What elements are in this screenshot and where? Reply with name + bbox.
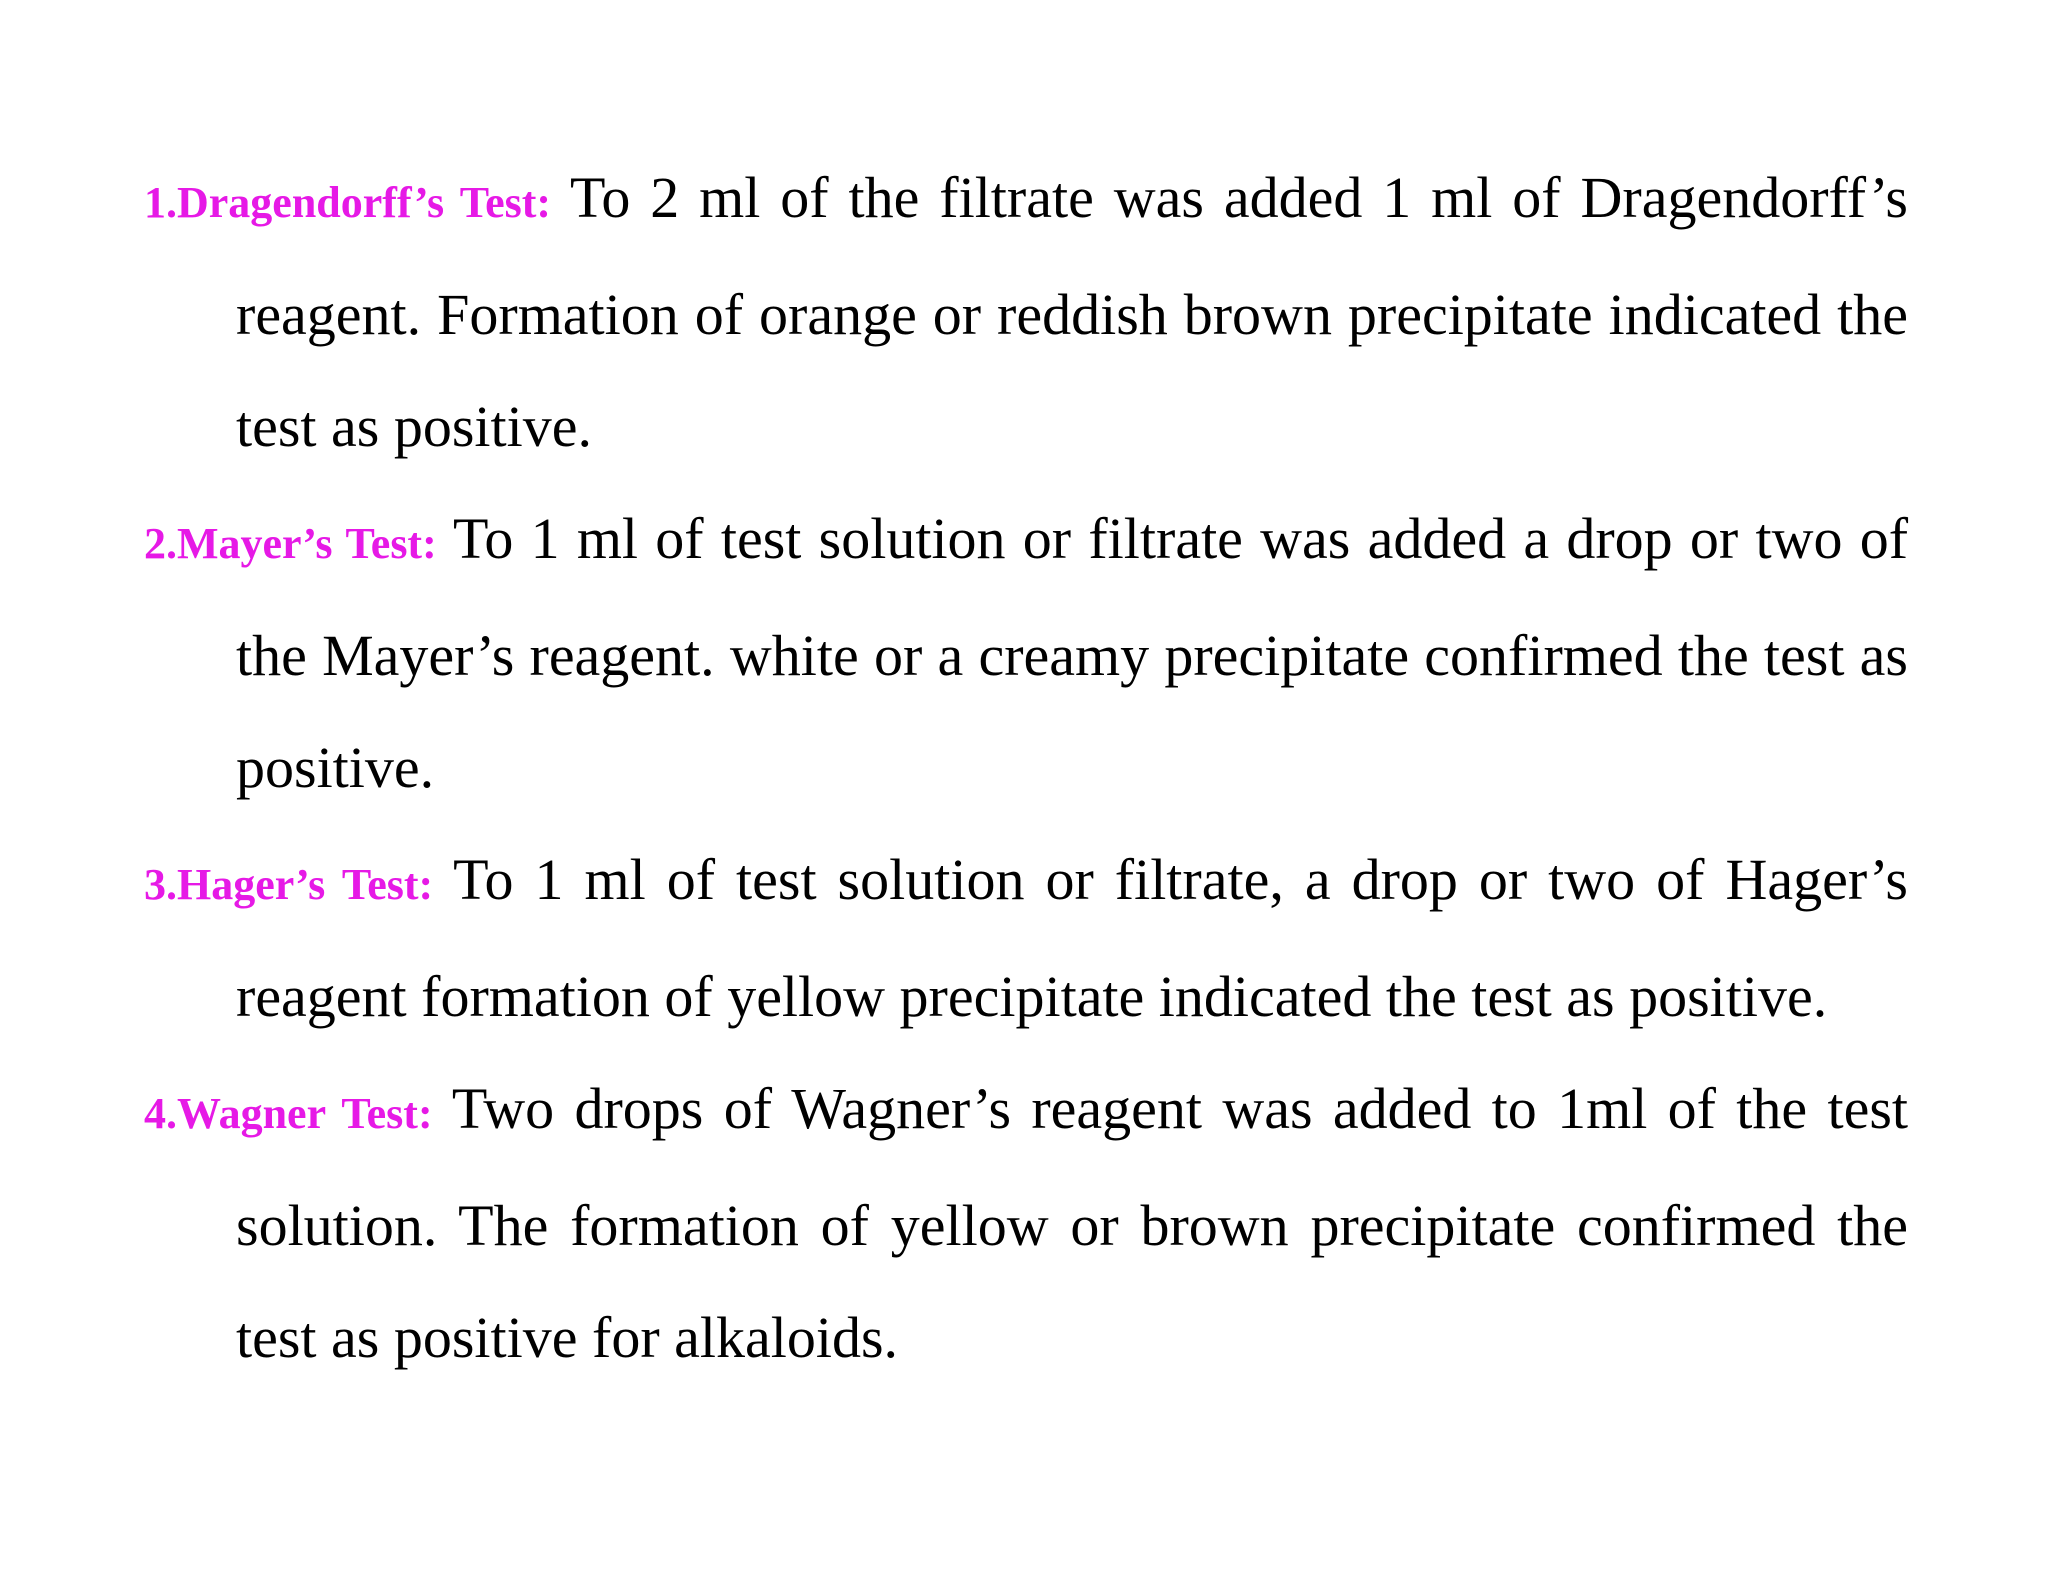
test-item-hager: [144, 824, 1908, 1053]
test-label: 2.Mayer’s Test:: [144, 519, 437, 568]
test-description: To 1 ml of test solution or filtrate was added a drop or two of the Mayer’s reagent. white or a creamy precipitate confirmed the test as positive.: [236, 506, 1909, 800]
test-description: Two drops of Wagner’s reagent was added to 1ml of the test solution. The formation of yellow or brown precipitate confirmed the test as positive for alkaloids.: [236, 1076, 1909, 1370]
test-item-wagner: [144, 1053, 1908, 1394]
test-item-dragendorff: [144, 142, 1908, 483]
test-label: 3.Hager’s Test:: [144, 860, 434, 909]
test-description: To 2 ml of the filtrate was added 1 ml of Dragendorff’s reagent. Formation of orange or reddish brown precipitate indicated the test as positive.: [236, 165, 1908, 459]
test-label: 4.Wagner Test:: [144, 1089, 433, 1138]
test-list: [144, 142, 1908, 1394]
test-label: 1.Dragendorff’s Test:: [144, 178, 552, 227]
test-description: To 1 ml of test solution or filtrate, a drop or two of Hager’s reagent formation of yellow precipitate indicated the test as positive.: [236, 847, 1908, 1029]
test-item-mayer: [144, 483, 1908, 824]
